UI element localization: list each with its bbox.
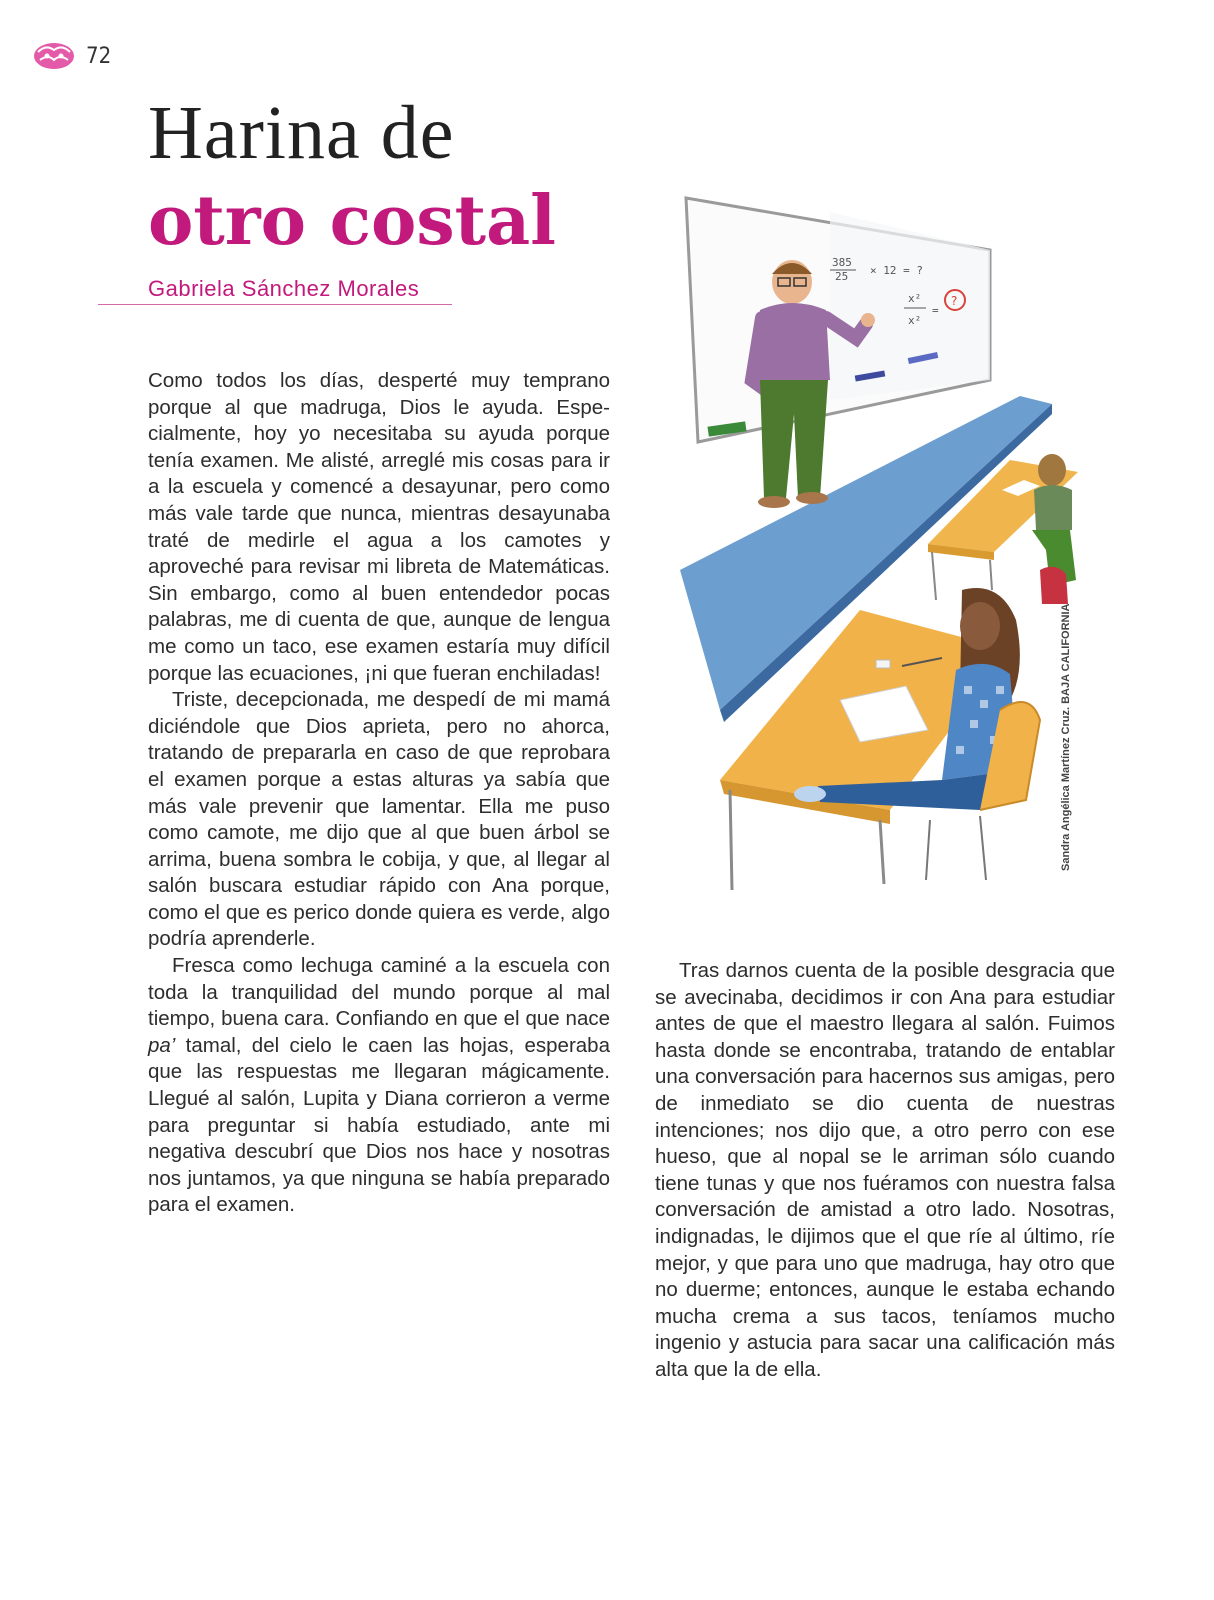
svg-text:385: 385: [832, 256, 852, 269]
paragraph-3: [148, 953, 610, 1219]
article-title-line2: otro costal: [148, 181, 556, 261]
illustration-credit: [1046, 603, 1072, 880]
paragraph-4: Tras darnos cuenta de la posible desgracia que se avecinaba, decidimos ir con Ana para estudiar antes de que el maestro llegara al salón. Fuimos hasta donde se encontraba, tratando de entablar una conversación para hacernos sus amigas, pero de inmediato se dio cuenta de nuestras intenciones; nos dijo que, a otro perro con ese hueso, que al nopal se le arriman sólo cuando tiene tunas y que nos fuéramos con nuestra falsa conversación de amistad a otro lado. Nosotras, indignadas, le dijimos que el que ríe al último, ríe mejor, y que para uno que madruga, hay otro que no duerme; entonces, aunque le estaba echando mucha crema a sus tacos, teníamos mucho ingenio y astucia para sacar una calificación más alta que la de ella.: [655, 959, 1115, 1381]
svg-text:× 12 = ?: × 12 = ?: [870, 264, 923, 277]
paragraph-1: Como todos los días, desperté muy temprano porque al que madruga, Dios le ayuda. Especialmente, hoy yo necesitaba su ayuda porque tenía examen. Me alisté, arreglé mis cosas para ir a la escuela y comencé a desayunar, pero como más vale tarde que nunca, mientras desayunaba traté de medirle el agua a los camotes y aproveché para revisar mi libreta de Matemáticas. Sin embargo, como al buen entendedor pocas palabras, me di cuenta de que, aunque de lengua me como un taco, ese examen estaría muy difícil porque las ecuaciones, ¡ni que fueran enchiladas!: [148, 369, 610, 685]
svg-text:=: =: [932, 304, 939, 317]
article-author: Gabriela Sánchez Morales: [148, 276, 420, 301]
body-column-left: [148, 368, 610, 1219]
classroom-illustration: [680, 190, 1080, 890]
paragraph-3-italic: pa’: [148, 1033, 176, 1057]
paragraph-3-end: tamal, del cielo le caen las hojas, esperaba que las respuestas me llegaran mágicamente. Llegué al salón, Lupita y Diana corrieron a verme para preguntar si había estudiado, ante mi negativa descubrí que Dios nos hace y nosotras nos juntamos, ya que ninguna se había preparado para el examen.: [148, 1033, 610, 1217]
illustration-credit-text: Sandra Angélica Martínez Cruz. BAJA CALIFORNIA: [1060, 603, 1072, 871]
author-underline: [98, 304, 452, 305]
svg-text:?: ?: [951, 294, 958, 308]
page-number: 72: [86, 44, 112, 69]
svg-text:x²: x²: [908, 292, 922, 305]
paragraph-2: Triste, decepcionada, me despedí de mi mamá diciéndole que Dios aprieta, pero no ahorca, tratando de prepararla en caso de que reprobara el examen porque a estas alturas ya sabía que más vale prevenir que lamentar. Ella me puso como camote, me dijo que al que buen árbol se arrima, buena sombra le cobija, y que, al llegar al salón buscara estudiar rápido con Ana porque, como el que es perico donde quiera es verde, algo podría aprenderle.: [148, 688, 610, 951]
paragraph-3-start: Fresca como lechuga caminé a la escuela con toda la tranquilidad del mundo porque al mal tiempo, buena cara. Confiando en que el que nace: [148, 954, 610, 1031]
publication-logo: [32, 40, 76, 72]
article-title-line1: Harina de: [148, 91, 455, 175]
svg-text:25: 25: [835, 270, 849, 283]
body-column-right: [655, 958, 1115, 1384]
svg-text:x²: x²: [908, 314, 922, 327]
